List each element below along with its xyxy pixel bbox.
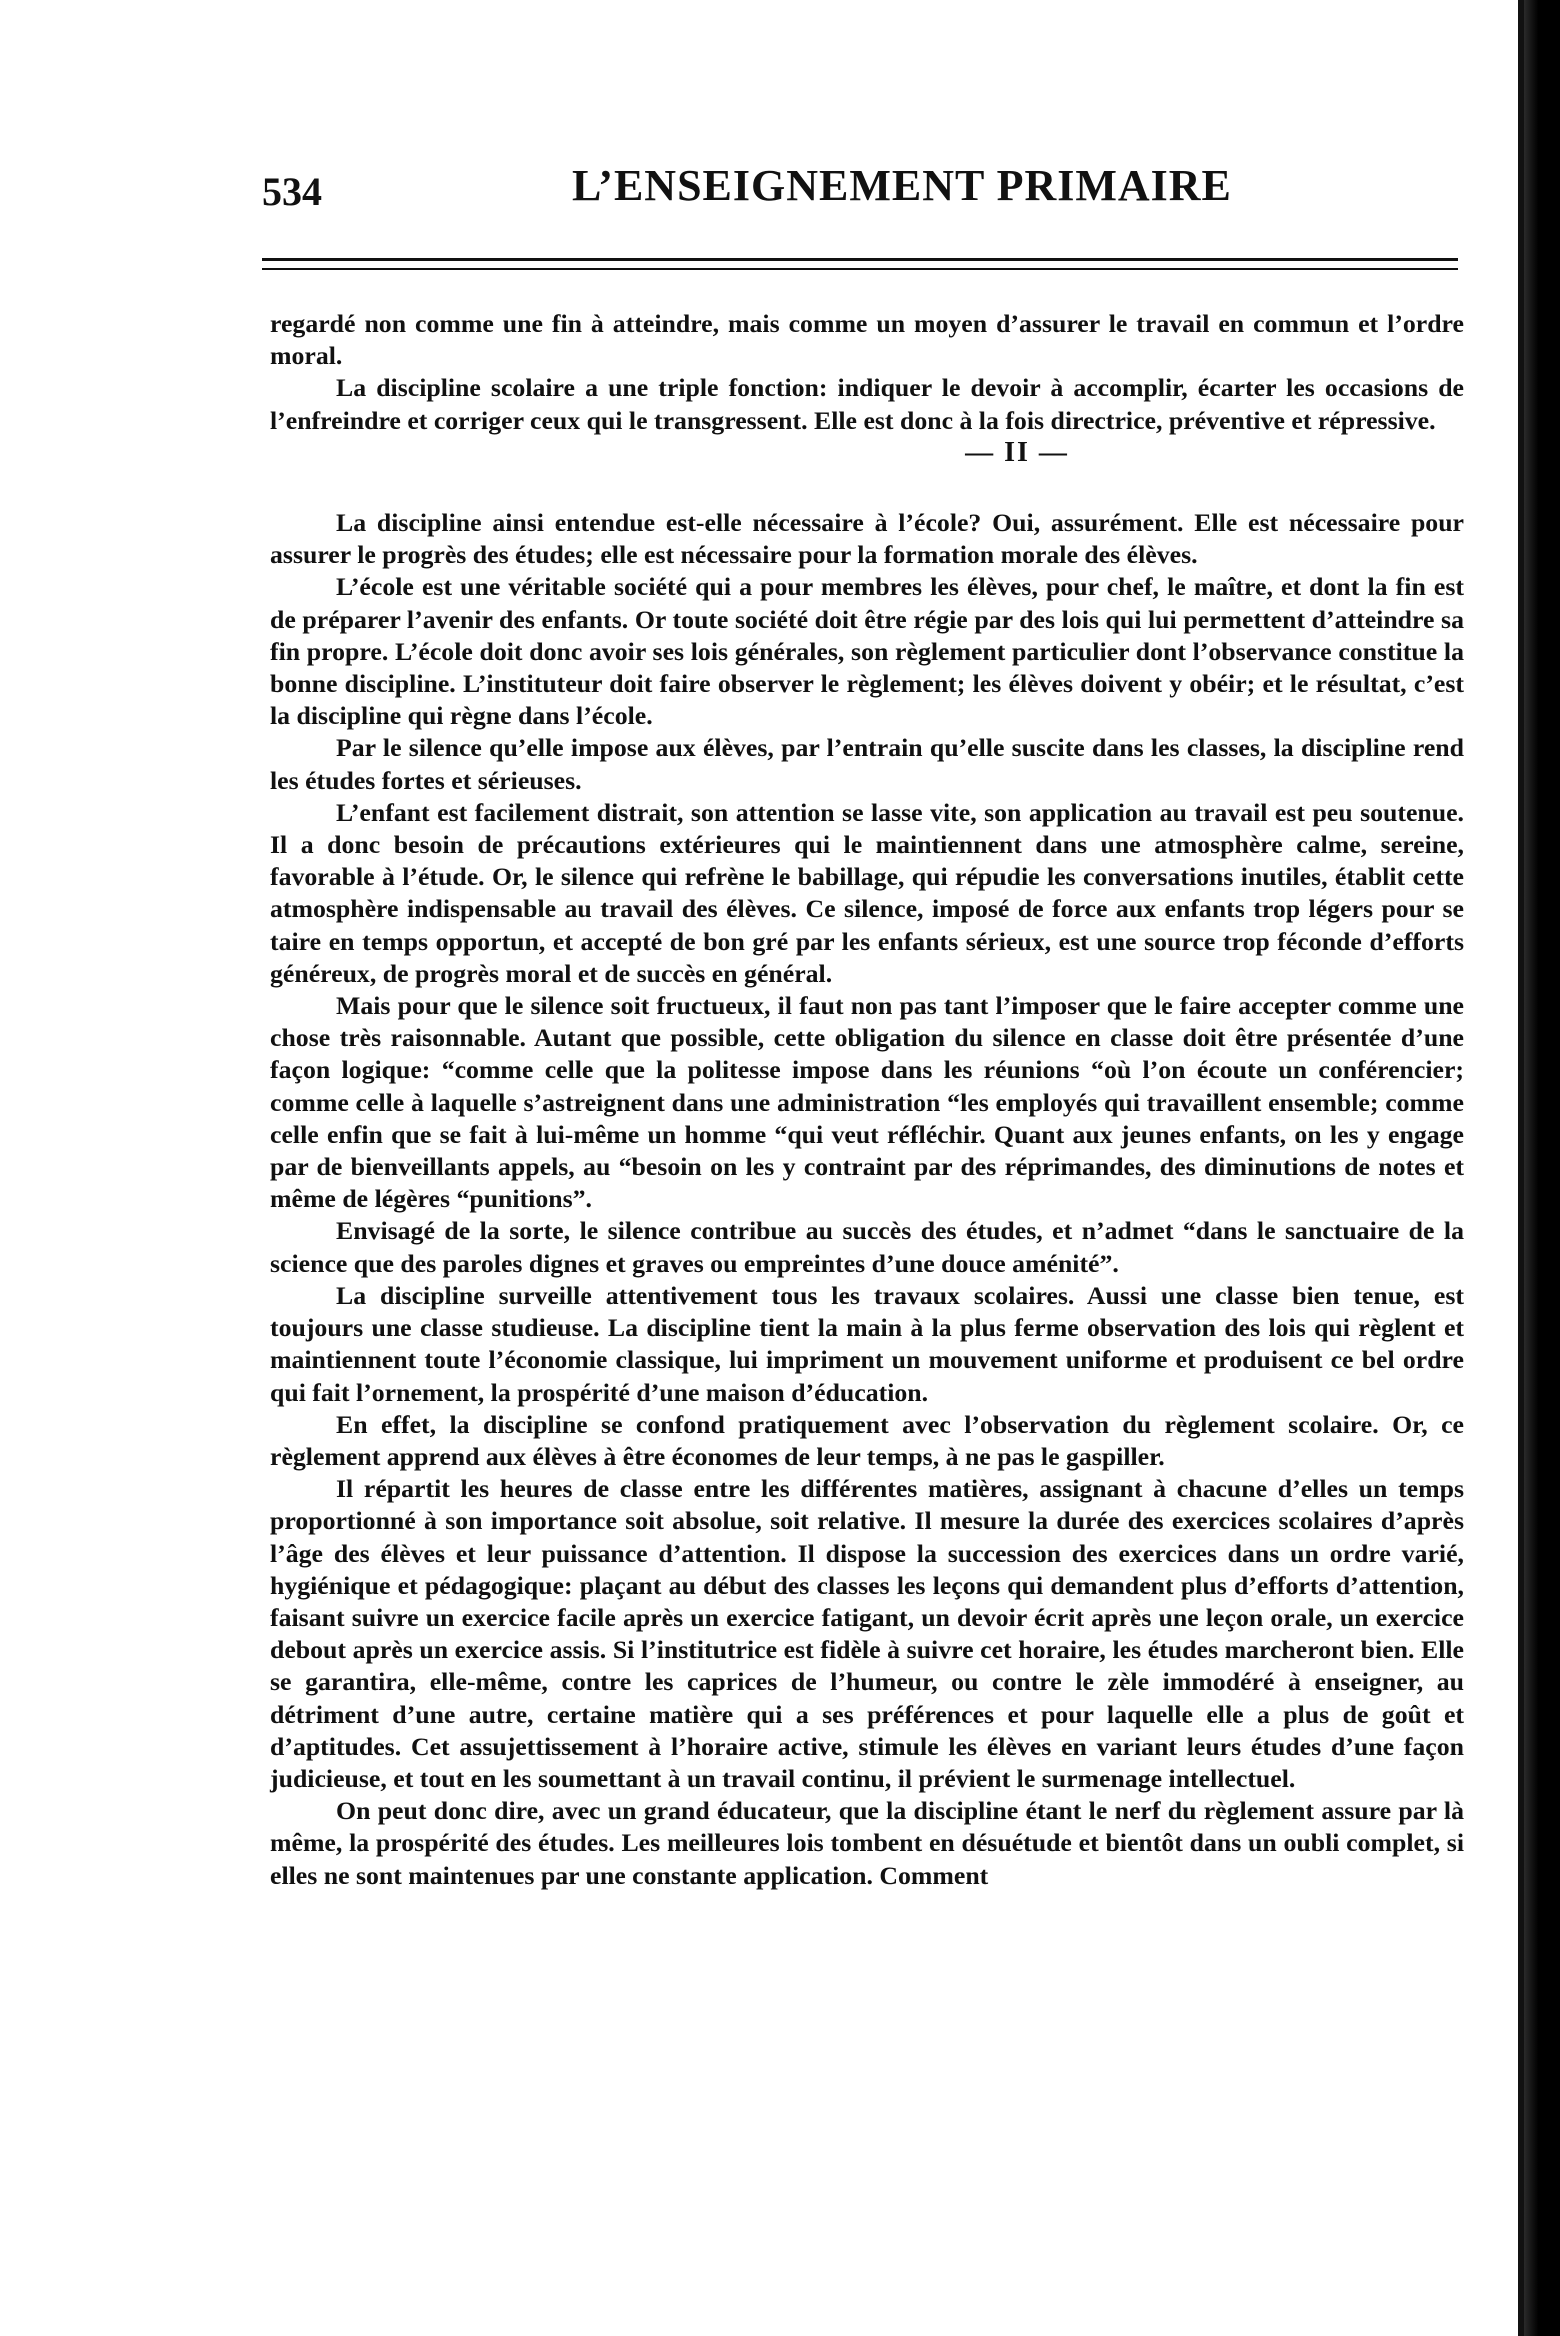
- header-rule-thick: [262, 258, 1458, 261]
- paragraph: Par le silence qu’elle impose aux élèves, par l’entrain qu’elle suscite dans les classes, la discipline rend les études fortes et sérieuses.: [270, 733, 1464, 795]
- paragraph: L’école est une véritable société qui a pour membres les élèves, pour chef, le maître, et dont la fin est de préparer l’avenir des enfants. Or toute société doit être régie par des lois qui lui permettent d’atteindre sa fin propre. L’école doit donc avoir ses lois générales, son règlement particulier dont l’observance constitue la bonne discipline. L’instituteur doit faire observer le règlement; les élèves doivent y obéir; et le résultat, c’est la discipline qui règne dans l’école.: [270, 572, 1464, 731]
- paragraph: L’enfant est facilement distrait, son attention se lasse vite, son application au travail est peu soutenue. Il a donc besoin de précautions extérieures qui le maintiennent dans une atmosphère calme, sereine, favorable à l’étude. Or, le silence qui refrène le babillage, qui répudie les conversations inutiles, établit cette atmosphère indispensable au travail des élèves. Ce silence, imposé de force aux enfants trop légers pour se taire en temps opportun, et accepté de bon gré par les enfants sérieux, est une source trop féconde d’efforts généreux, de progrès moral et de succès en général.: [270, 797, 1464, 988]
- article-body: [270, 308, 1464, 1892]
- section-heading: — II —: [965, 436, 1069, 468]
- paragraph: regardé non comme une fin à atteindre, mais comme un moyen d’assurer le travail en commun et l’ordre moral.: [270, 309, 1464, 371]
- paragraph: En effet, la discipline se confond pratiquement avec l’observation du règlement scolaire. Or, ce règlement apprend aux élèves à être économes de leur temps, à ne pas le gaspiller.: [270, 1409, 1464, 1471]
- page-number: 534: [262, 169, 322, 214]
- page-edge-shadow: [1524, 0, 1560, 2336]
- paragraph: La discipline surveille attentivement tous les travaux scolaires. Aussi une classe bien tenue, est toujours une classe studieuse. La discipline tient la main à la plus ferme observation des lois qui règlent et maintiennent toute l’économie classique, lui impriment un mouvement uniforme et produisent ce bel ordre qui fait l’ornement, la prospérité d’une maison d’éducation.: [270, 1280, 1464, 1407]
- paragraph: Envisagé de la sorte, le silence contribue au succès des études, et n’admet “dans le sanctuaire de la science que des paroles dignes et graves ou empreintes d’une douce aménité”.: [270, 1216, 1464, 1278]
- paragraph: Il répartit les heures de classe entre les différentes matières, assignant à chacune d’elles un temps proportionné à son importance soit absolue, soit relative. Il mesure la durée des exercices scolaires d’après l’âge des élèves et leur puissance d’attention. Il dispose la succession des exercices dans un ordre varié, hygiénique et pédagogique: plaçant au début des classes les leçons qui demandent plus d’efforts d’attention, faisant suivre un exercice facile après un exercice fatigant, un devoir écrit après une leçon orale, un exercice debout après un exercice assis. Si l’institutrice est fidèle à suivre cet horaire, les études marcheront bien. Elle se garantira, elle-même, contre les caprices de l’humeur, ou contre le zèle immodéré à enseigner, au détriment d’une autre, certaine matière qui a ses préférences et pour laquelle elle a plus de goût et d’aptitudes. Cet assujettissement à l’horaire active, stimule les élèves en variant leurs études d’une façon judicieuse, et tout en les soumettant à un travail continu, il prévient le surmenage intellectuel.: [270, 1474, 1464, 1793]
- paragraph: La discipline scolaire a une triple fonction: indiquer le devoir à accomplir, écarter les occasions de l’enfreindre et corriger ceux qui le transgressent. Elle est donc à la fois directrice, préventive et répressive.: [270, 373, 1464, 435]
- paragraph: On peut donc dire, avec un grand éducateur, que la discipline étant le nerf du règlement assure par là même, la prospérité des études. Les meilleures lois tombent en désuétude et bientôt dans un oubli complet, si elles ne sont maintenues par une constante application. Comment: [270, 1796, 1464, 1890]
- running-head: [262, 160, 1462, 220]
- paragraph: Mais pour que le silence soit fructueux, il faut non pas tant l’imposer que le faire accepter comme une chose très raisonnable. Autant que possible, cette obligation du silence en classe doit être présentée d’une façon logique: “comme celle que la politesse impose dans les réunions “où l’on écoute un conférencier; comme celle à laquelle s’astreignent dans une administration “les employés qui travaillent ensemble; comme celle enfin que se fait à lui-même un homme “qui veut réfléchir. Quant aux jeunes enfants, on les y engage par de bienveillants appels, au “besoin on les y contraint par des réprimandes, des diminutions de notes et même de légères “punitions”.: [270, 991, 1464, 1214]
- header-rule-thin: [262, 268, 1458, 270]
- paragraph: La discipline ainsi entendue est-elle nécessaire à l’école? Oui, assurément. Elle est nécessaire pour assurer le progrès des études; elle est nécessaire pour la formation morale des élèves.: [270, 508, 1464, 570]
- journal-title: L’ENSEIGNEMENT PRIMAIRE: [572, 161, 1232, 210]
